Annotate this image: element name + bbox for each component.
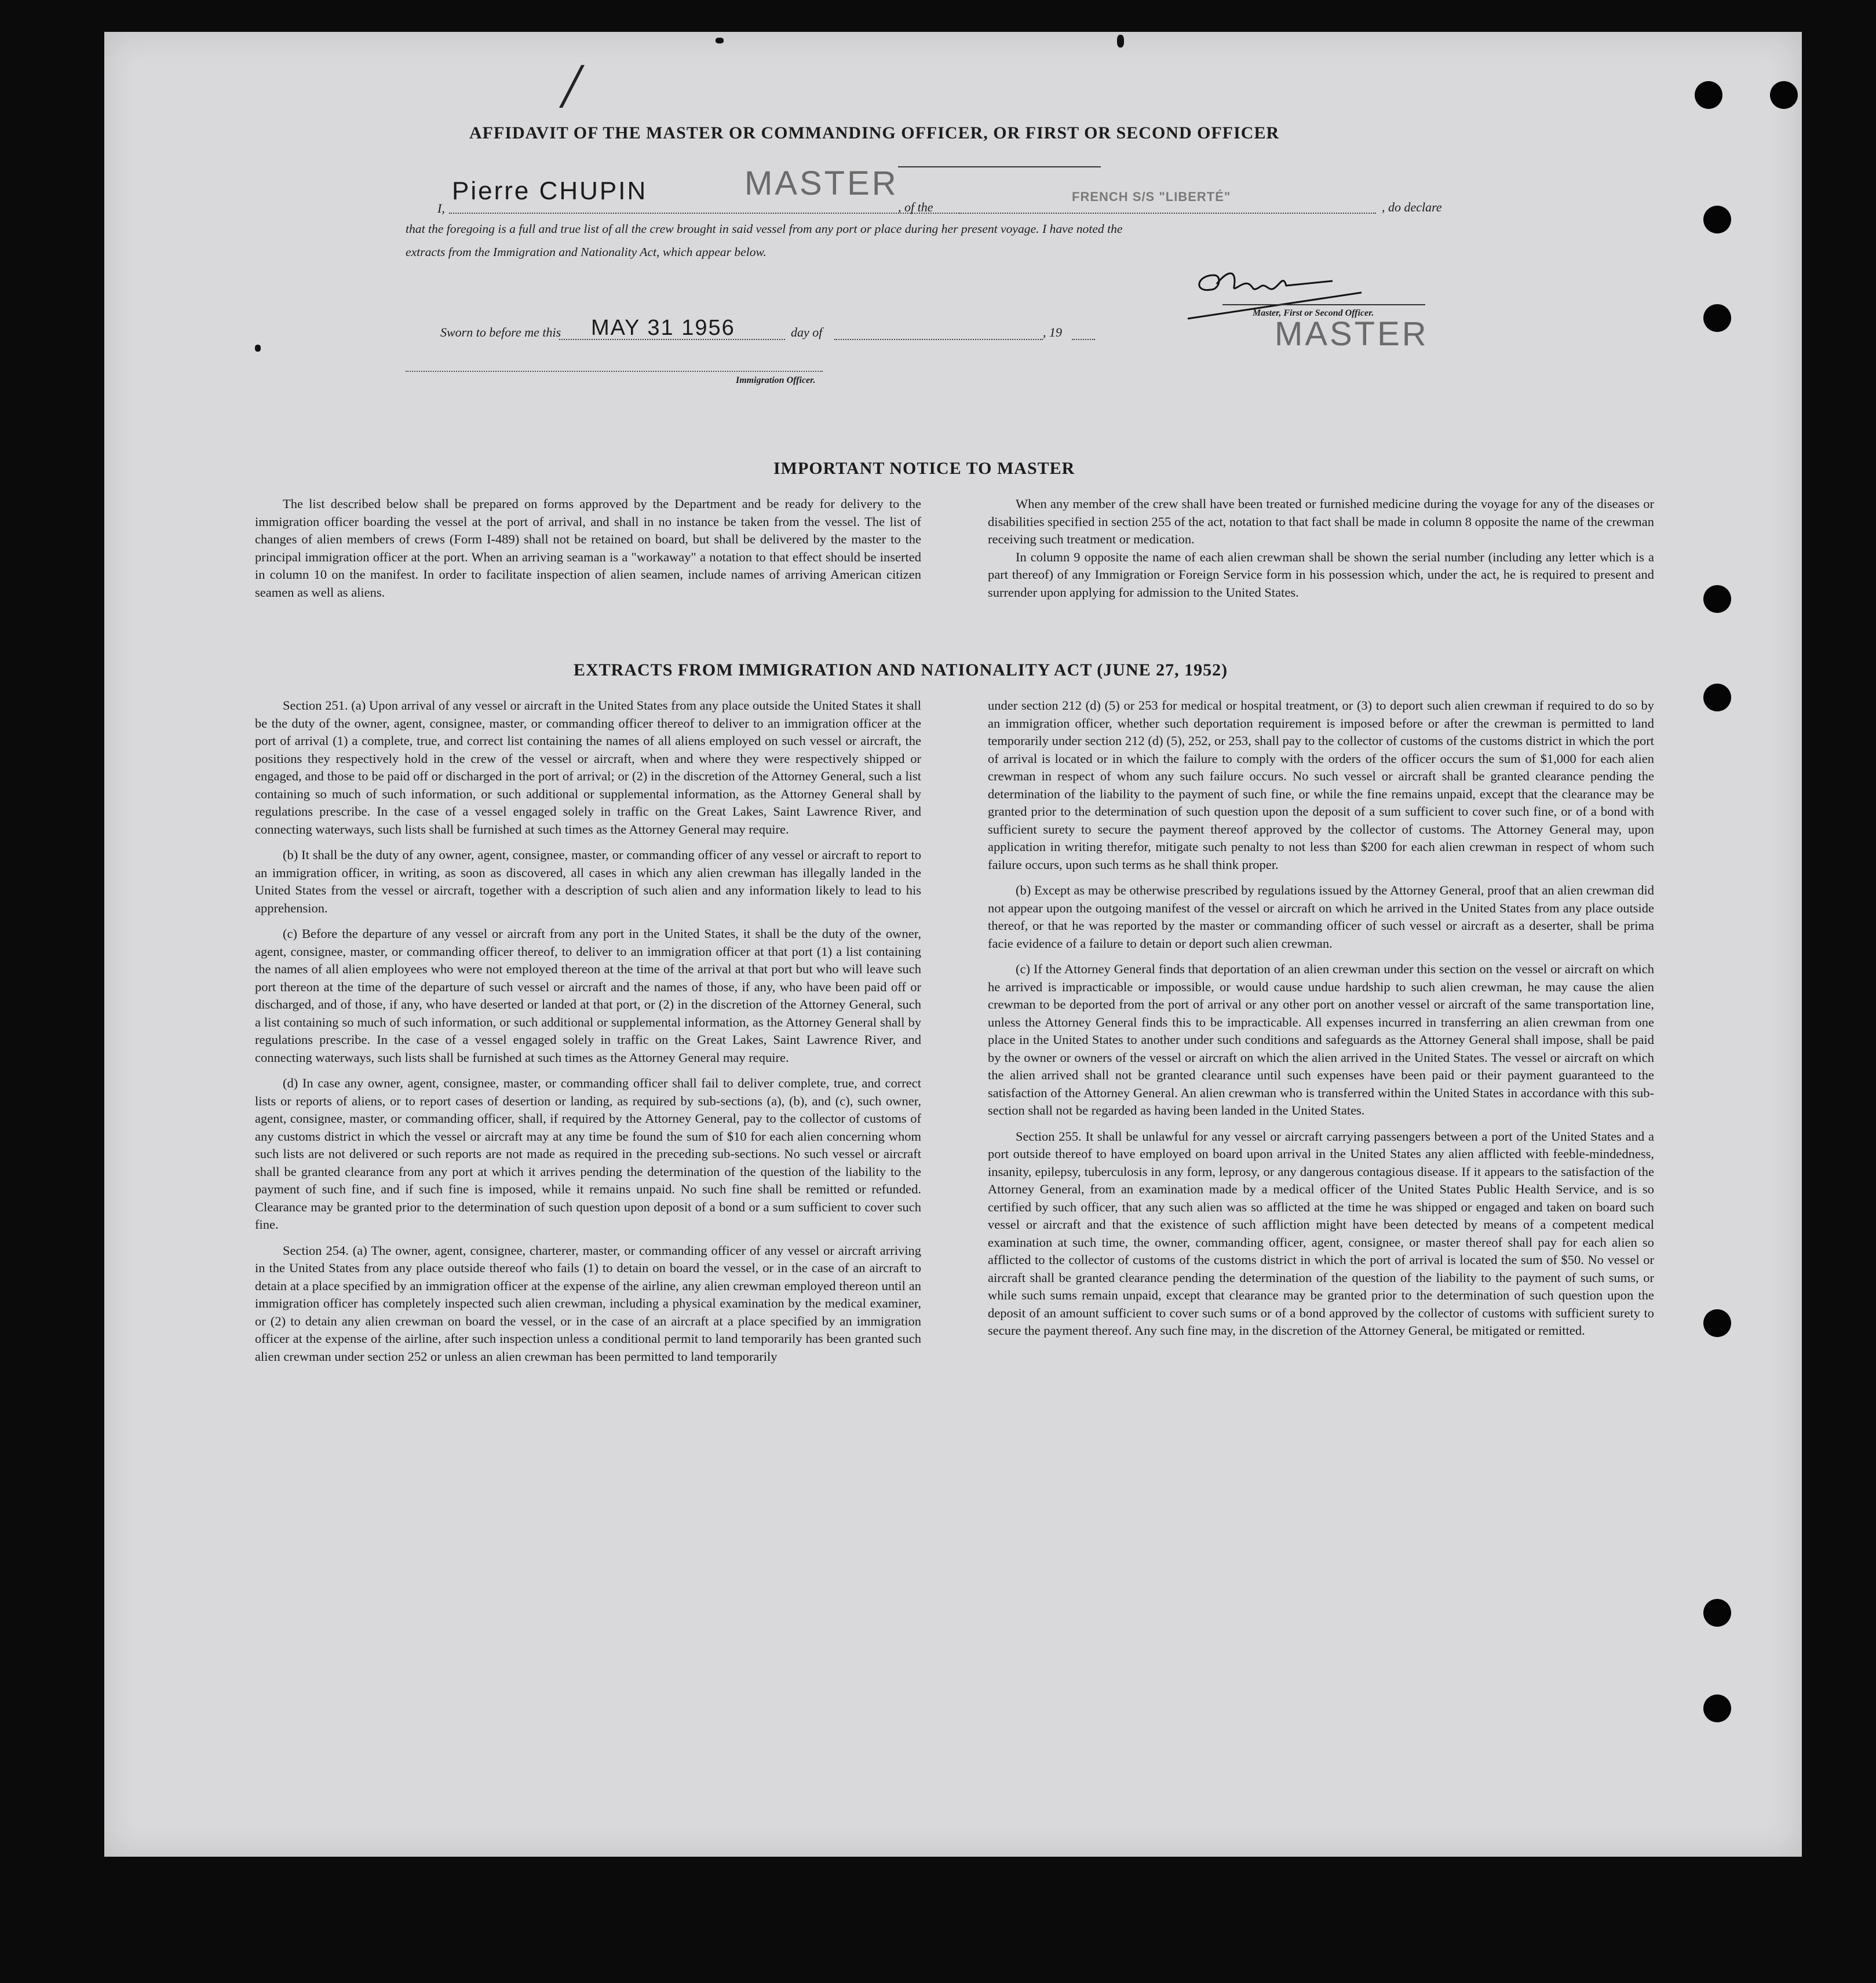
officer-line — [406, 371, 823, 372]
section-254-b: (b) Except as may be otherwise prescribed by regulations issued by the Attorney General, proof that an alien crewman did not appear upon the outgoing manifest of the vessel or aircraft on which he arrived in the United States from any place outside thereof, or that he was reported by the master or commanding officer of such vessel or aircraft as a deserter, shall be prima facie evidence of a failure to detain or deport such alien crewman. — [988, 883, 1654, 951]
i-label: I, — [437, 201, 445, 216]
year-line — [1072, 339, 1095, 340]
day-of-label: day of — [791, 325, 823, 339]
section-254-a-cont: under section 212 (d) (5) or 253 for medical or hospital treatment, or (3) to deport such alien crewman if required to do so by an immigration officer, whether such deportation requirement is imposed before or after the crewman is permitted to land temporarily under section 212 (d) (5), 252, or 253, shall pay to the collector of customs of the customs district in which the port of arrival is located or in which the failure to comply with the orders of the officer occurs the sum of $1,000 for each alien crewman in respect of whom any such failure occurs. No such vessel or aircraft shall be granted clearance pending the determination of the liability to the payment of such fine, or while the fine remains unpaid, except that the clearance may be granted prior to the determination of such question upon the deposit of a sum sufficient to cover such fine, or of a bond with sufficient surety to secure the payment thereof approved by the collector of customs. The Attorney General may, upon application in writing therefor, mitigate such penalty to not less than $200 for each alien crewman in respect of whom such failure occurs, upon such terms as he shall think proper. — [988, 698, 1654, 872]
affidavit-title: AFFIDAVIT OF THE MASTER OR COMMANDING OFFICER, OR FIRST OR SECOND OFFICER — [469, 123, 1280, 143]
rank-stamp: MASTER — [744, 165, 899, 202]
binder-hole — [1703, 1599, 1731, 1627]
officer-caption: Immigration Officer. — [736, 375, 816, 385]
do-declare-label: , do declare — [1382, 200, 1442, 214]
document-page — [104, 32, 1802, 1857]
sworn-date-line — [559, 339, 785, 340]
binder-hole — [1703, 1695, 1731, 1722]
speck — [716, 38, 724, 43]
month-line — [834, 339, 1043, 340]
title-underline — [898, 166, 1101, 167]
binder-hole — [1703, 585, 1731, 613]
section-251-c: (c) Before the departure of any vessel or aircraft from any port in the United States, it shall be the duty of the owner, agent, consignee, master, or commanding officer thereof, to deliver to an immigration officer at that port (1) a list containing the names of all alien employees who were not employed thereon at the time of the arrival at that port but who will leave such port thereon at the time of the departure of such vessel or aircraft and the names of those, if any, who have been paid off or discharged, and of those, if any, who have deserted or landed at that port, or (2) in the discretion of the Attorney General, such a list containing so much of such information, or such additional or supplemental information, as the Attorney General shall by regulations prescribe. In the case of a vessel engaged solely in traffic on the Great Lakes, Saint Lawrence River, and connecting waterways, such lists shall be furnished at such times as the Attorney General may require. — [255, 926, 921, 1065]
notice-right — [988, 495, 1654, 601]
extracts-title: EXTRACTS FROM IMMIGRATION AND NATIONALITY ACT (JUNE 27, 1952) — [574, 660, 1228, 680]
vessel-line — [959, 213, 1376, 214]
master-name: Pierre CHUPIN — [452, 177, 648, 205]
binder-hole — [1770, 81, 1798, 109]
year-prefix: , 19 — [1043, 325, 1062, 339]
notice-right-text-1: When any member of the crew shall have been treated or furnished medicine during the voyage for any of the diseases or disabilities specified in section 255 of the act, notation to that fact shall be made in column 8 opposite the name of the crewman receiving such treatment or medication. — [988, 496, 1654, 546]
section-251-a: Section 251. (a) Upon arrival of any vessel or aircraft in the United States from any place outside the United States it shall be the duty of the owner, agent, consignee, master, or commanding officer thereof to deliver to an immigration officer at the port of arrival (1) a complete, true, and correct list containing the names of all aliens employed on such vessel or aircraft, the positions they respectively hold in the crew of the vessel or aircraft, when and where they were respectively shipped or engaged, and those to be paid off or discharged in the port of arrival; or (2) in the discretion of the Attorney General, such a list containing so much of such information, or such additional or supplemental information, as the Attorney General shall by regulations prescribe. In the case of a vessel engaged solely in traffic on the Great Lakes, Saint Lawrence River, and connecting waterways, such lists shall be furnished at such times as the Attorney General may require. — [255, 698, 921, 837]
section-251-b: (b) It shall be the duty of any owner, agent, consignee, master, or commanding officer of any vessel or aircraft to report to an immigration officer, in writing, as soon as discovered, all cases in which any alien crewman has illegally landed in the United States from the vessel or aircraft, together with a description of such alien and any information likely to lead to his apprehension. — [255, 848, 921, 915]
sworn-label: Sworn to before me this — [440, 325, 561, 339]
section-251-d: (d) In case any owner, agent, consignee, master, or commanding officer shall fail to deliver complete, true, and correct lists or reports of aliens, or to report cases of desertion or landing, as required by sub-sections (a), (b), and (c), such owner, agent, consignee, master, or commanding officer, shall, if required by the Attorney General, pay to the collector of customs of any customs district in which the vessel or aircraft may at any time be found the sum of $10 for each alien concerning whom such lists are not delivered or such reports are not made as required in the preceding sub-sections. No such vessel or aircraft shall be granted clearance from any port at which it arrives pending the determination of the question of the liability to the payment of such fine, and if such fine is imposed, while it remains unpaid. No such fine shall be remitted or refunded. Clearance may be granted prior to the determination of such question upon deposit of a bond or a sum sufficient to cover such fine. — [255, 1076, 921, 1232]
binder-hole — [1703, 206, 1731, 233]
declaration-line-2: extracts from the Immigration and Nationality Act, which appear below. — [406, 245, 767, 259]
speck — [255, 345, 261, 352]
section-254-a: Section 254. (a) The owner, agent, consignee, charterer, master, or commanding officer of any vessel or aircraft arriving in the United States from any place outside thereof who fails (1) to detain on board the vessel, or in the case of an aircraft to detain at a place specified by an immigration officer at the expense of the airline, any alien crewman employed thereon until an immigration officer has completely inspected such alien crewman, including a physical examination by the medical examiner, or (2) to detain any alien crewman on board the vessel, or in the case of an aircraft at a place specified by an immigration officer at the expense of the airline, after such inspection unless a conditional permit to land temporarily has been granted such alien crewman under section 252 or unless an alien crewman has been permitted to land temporarily — [255, 1243, 921, 1364]
section-255: Section 255. It shall be unlawful for any vessel or aircraft carrying passengers between a port of the United States and a port outside thereof to have employed on board upon arrival in the United States any alien afflicted with feeble-mindedness, insanity, epilepsy, tuberculosis in any form, leprosy, or any dangerous contagious disease. If it appears to the satisfaction of the Attorney General, from an examination made by a medical officer of the United States Public Health Service, and is so certified by such officer, that any such alien was so afflicted at the time he was shipped or engaged and taken on board such vessel or aircraft and that the existence of such affliction might have been detected by means of a competent medical examination at such time, the owner, commanding officer, agent, consignee, or master thereof shall pay for each alien so afflicted to the collector of customs of the customs district in which the port of arrival is located the sum of $50. No vessel or aircraft shall be granted clearance pending the determination of the question of the liability to the payment of such sums, or while such sums remain unpaid, except that clearance may be granted prior to the determination of such question upon the deposit of an amount sufficient to cover such sums or of a bond approved by the collector of customs with sufficient surety to secure the payment thereof. Any such fine may, in the discretion of the Attorney General, be mitigated or remitted. — [988, 1129, 1654, 1338]
signature-caption: Master, First or Second Officer. — [1253, 308, 1374, 318]
of-the-label: , of the — [898, 200, 933, 214]
declaration-line-1: that the foregoing is a full and true list of all the crew brought in said vessel from any port or place during her present voyage. I have noted the — [406, 222, 1123, 236]
sworn-date: MAY 31 1956 — [591, 316, 735, 340]
extracts-right-column — [988, 697, 1654, 1348]
binder-hole — [1695, 81, 1722, 109]
notice-right-text-2: In column 9 opposite the name of each alien crewman shall be shown the serial number (including any letter which is a part thereof) of any Immigration or Foreign Service form in his possession which, under the act, he is required to present and surrender upon applying for admission to the United States. — [988, 549, 1654, 600]
notice-left-text: The list described below shall be prepared on forms approved by the Department and be ready for delivery to the immigration officer boarding the vessel at the port of arrival, and shall in no instance be taken from the vessel. The list of changes of alien members of crews (Form I-489) shall not be retained on board, but shall be delivered by the master to the principal immigration officer at the port. When an arriving seaman is a "workaway" a notation to that effect should be inserted in column 10 on the manifest. In order to facilitate inspection of alien seamen, include names of arriving American citizen seamen as well as aliens. — [255, 496, 921, 600]
binder-hole — [1703, 304, 1731, 332]
vessel-name: FRENCH S/S "LIBERTÉ" — [1072, 189, 1231, 204]
signature-line — [1222, 304, 1425, 305]
signature-stamp: MASTER — [1275, 315, 1429, 353]
extracts-left-column — [255, 697, 921, 1374]
notice-title: IMPORTANT NOTICE TO MASTER — [773, 459, 1075, 478]
section-254-c: (c) If the Attorney General finds that deportation of an alien crewman under this section on the vessel or aircraft on which he arrived is impracticable or impossible, or would cause undue hardship to such alien crewman, he may cause the alien crewman to be deported from the port of arrival or any other port on another vessel or aircraft of the same transportation line, unless the Attorney General finds this to be impracticable. All expenses incurred in transferring an alien crewman from one place in the United States to another under such conditions and safeguards as the Attorney General shall impose, shall be paid by the owner or owners of the vessel or aircraft on which the alien arrived in the United States. The vessel or aircraft on which the alien arrived shall not be granted clearance until such expenses have been paid or their payment guaranteed to the satisfaction of the Attorney General. An alien crewman who is transferred within the United States in accordance with this sub-section shall not be regarded as having been landed in the United States. — [988, 962, 1654, 1118]
binder-hole — [1703, 684, 1731, 711]
margin-mark: / — [562, 50, 580, 121]
binder-hole — [1703, 1309, 1731, 1337]
notice-left — [255, 495, 921, 601]
speck — [1117, 35, 1124, 48]
